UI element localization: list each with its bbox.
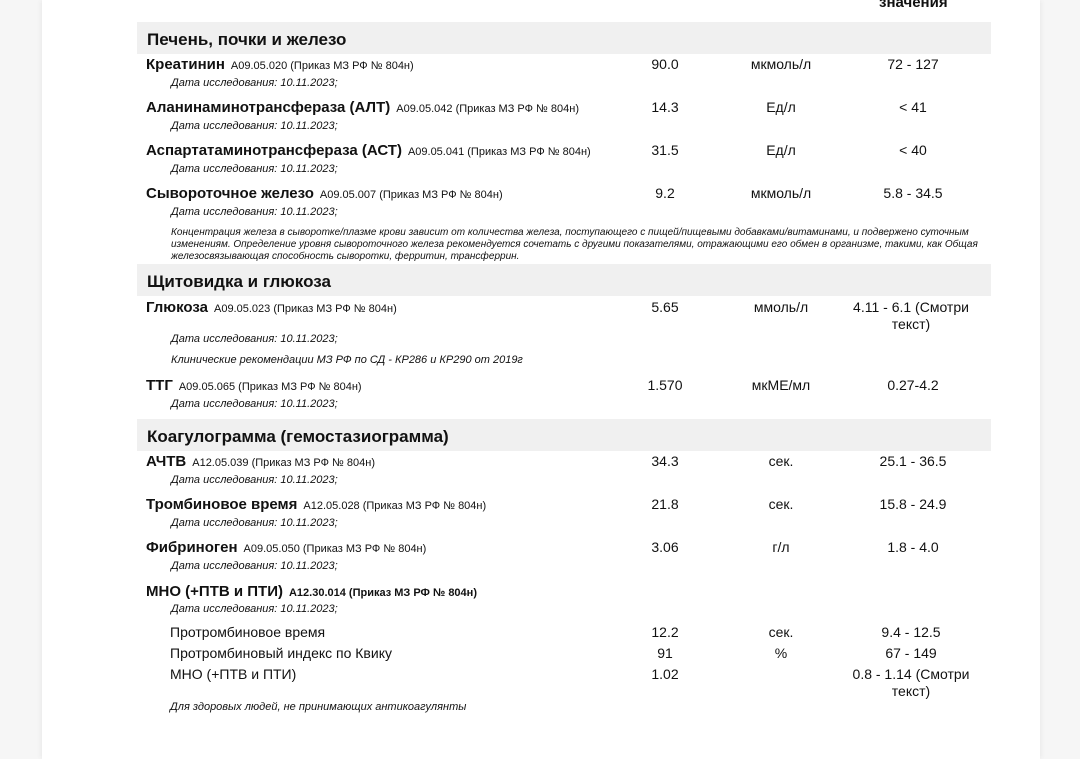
test-ref: 0.27-4.2 xyxy=(887,377,939,393)
test-note: Концентрация железа в сыворотке/плазме крови зависит от количества железа, поступающего с пищей/пищевыми добавками/витаминами, и подвержено суточным изменениям. Определение уровня сывороточного железа рекомендуется сочетать с другими показателями, отражающими его обмен в организме, такими, как Общая железосвязывающая способность сыворотки, ферритин, трансферрин. xyxy=(171,227,978,262)
test-unit: г/л xyxy=(772,539,790,555)
test-name: АЧТВ A12.05.039 (Приказ МЗ РФ № 804н) xyxy=(146,453,375,470)
subtest-value: 12.2 xyxy=(651,624,679,640)
test-value: 90.0 xyxy=(651,56,679,72)
test-date: Дата исследования: 10.11.2023; xyxy=(171,517,338,529)
test-name: Аспартатаминотрансфераза (АСТ) A09.05.041 (Приказ МЗ РФ № 804н) xyxy=(146,142,591,159)
subtest-unit: % xyxy=(774,645,788,661)
test-name: Сывороточное железо A09.05.007 (Приказ МЗ РФ № 804н) xyxy=(146,185,503,202)
test-name: Тромбиновое время A12.05.028 (Приказ МЗ РФ № 804н) xyxy=(146,496,487,513)
subtest-name: МНО (+ПТВ и ПТИ) xyxy=(170,666,297,682)
test-ref: 15.8 - 24.9 xyxy=(879,496,947,512)
test-value: 14.3 xyxy=(651,99,679,115)
subtest-value: 91 xyxy=(657,645,673,661)
section-header xyxy=(137,22,991,54)
test-ref: 5.8 - 34.5 xyxy=(883,185,943,201)
test-date: Дата исследования: 10.11.2023; xyxy=(171,333,338,345)
test-unit: ммоль/л xyxy=(753,299,809,315)
test-value: 3.06 xyxy=(651,539,679,555)
ref-column-header: значения xyxy=(879,0,948,11)
test-date: Дата исследования: 10.11.2023; xyxy=(171,398,338,410)
test-date: Дата исследования: 10.11.2023; xyxy=(171,77,338,89)
test-name: ТТГ A09.05.065 (Приказ МЗ РФ № 804н) xyxy=(146,377,362,394)
section-header xyxy=(137,264,991,296)
test-value: 1.570 xyxy=(647,377,683,393)
test-name: МНО (+ПТВ и ПТИ) A12.30.014 (Приказ МЗ РФ № 804н) xyxy=(146,583,477,600)
test-note: Клинические рекомендации МЗ РФ по СД - КР286 и КР290 от 2019г xyxy=(171,354,523,366)
test-value: 5.65 xyxy=(651,299,679,315)
test-unit: мкМЕ/мл xyxy=(751,377,811,393)
test-value: 31.5 xyxy=(651,142,679,158)
test-date: Дата исследования: 10.11.2023; xyxy=(171,560,338,572)
test-value: 34.3 xyxy=(651,453,679,469)
subtest-name: Протромбиновое время xyxy=(170,624,326,640)
test-date: Дата исследования: 10.11.2023; xyxy=(171,120,338,132)
section-title: Щитовидка и глюкоза xyxy=(147,272,331,291)
test-ref: < 40 xyxy=(899,142,927,158)
section-title: Печень, почки и железо xyxy=(147,30,347,49)
subtest-name: Протромбиновый индекс по Квику xyxy=(170,645,392,661)
test-value: 21.8 xyxy=(651,496,679,512)
test-unit: сек. xyxy=(768,496,794,512)
subtest-ref: 67 - 149 xyxy=(885,645,937,661)
test-unit: сек. xyxy=(768,453,794,469)
test-date: Дата исследования: 10.11.2023; xyxy=(171,163,338,175)
section-header xyxy=(137,419,991,451)
test-value: 9.2 xyxy=(655,185,675,201)
test-ref: 4.11 - 6.1 (Смотри текст) xyxy=(853,299,969,332)
test-ref: < 41 xyxy=(899,99,927,115)
test-unit: Ед/л xyxy=(766,99,796,115)
test-date: Дата исследования: 10.11.2023; xyxy=(171,603,338,615)
test-ref: 72 - 127 xyxy=(887,56,939,72)
test-ref: 25.1 - 36.5 xyxy=(879,453,947,469)
test-unit: мкмоль/л xyxy=(750,185,812,201)
test-date: Дата исследования: 10.11.2023; xyxy=(171,474,338,486)
test-name: Аланинаминотрансфераза (АЛТ) A09.05.042 (Приказ МЗ РФ № 804н) xyxy=(146,99,579,116)
subtest-unit: сек. xyxy=(768,624,794,640)
test-unit: мкмоль/л xyxy=(750,56,812,72)
section-title: Коагулограмма (гемостазиограмма) xyxy=(147,427,449,446)
test-ref: 1.8 - 4.0 xyxy=(887,539,939,555)
subtest-ref: 0.8 - 1.14 (Смотри текст) xyxy=(852,666,970,699)
subtest-ref: 9.4 - 12.5 xyxy=(881,624,941,640)
test-unit: Ед/л xyxy=(766,142,796,158)
test-name: Креатинин A09.05.020 (Приказ МЗ РФ № 804н) xyxy=(146,56,414,73)
test-name: Глюкоза A09.05.023 (Приказ МЗ РФ № 804н) xyxy=(146,299,397,316)
test-note: Для здоровых людей, не принимающих антикоагулянты xyxy=(170,701,467,713)
subtest-value: 1.02 xyxy=(651,666,679,682)
test-date: Дата исследования: 10.11.2023; xyxy=(171,206,338,218)
test-name: Фибриноген A09.05.050 (Приказ МЗ РФ № 804н) xyxy=(146,539,427,556)
